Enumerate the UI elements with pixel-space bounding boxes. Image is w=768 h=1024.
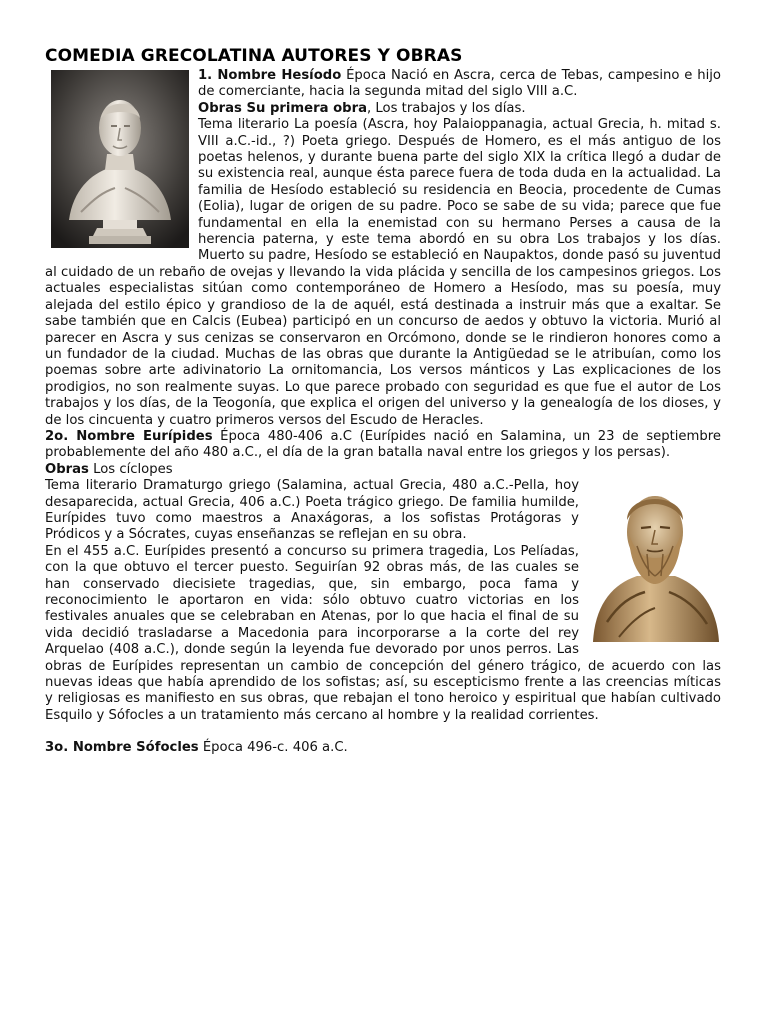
hesiod-works-text: , Los trabajos y los días. [367,100,526,116]
euripides-paragraph: En el 455 a.C. Eurípides presentó a concurso su primera tragedia, Los Pelíadas, con la que obtuvo el tercer puesto. Seguirían 92 obras más, de las cuales se han conservado diecisiete tragedias, que, sin embargo, poca fama y reconocimiento le aportaron en vida: sólo obtuvo cuatro victorias en los festivales anuales que se celebraban en Atenas, por lo que hacia el final de su vida decidió trasladarse a Macedonia para incorporarse a la corte del rey Arquelao (408 a.C.), donde según la leyenda fue devorado por unos perros. Las obras de Eurípides representan un cambio de concepción del género trágico, de acuerdo con las nuevas ideas que había aprendido de los sofistas; así, su escepticismo frente a las creencias míticas y religiosas es manifiesto en sus obras, que rebajan el tono heroico y espiritual que habían cultivado Esquilo y Sófocles a un tratamiento más cercano al hombre y la realidad corrientes. [45,543,721,723]
hesiod-heading: 1. Nombre Hesíodo [198,68,342,83]
euripides-epoch: Época 480-406 a.C (Eurípides nació en Salamina, un 23 de septiembre probablemente del año 480 a.C., el día de la gran batalla naval entre los griegos y los persas). [45,428,721,461]
section-spacer [45,724,721,740]
euripides-works-text: Los cíclopes [88,461,173,477]
hesiod-works-label: Obras Su primera obra [198,100,368,116]
euripides-heading: 2o. Nombre Eurípides [45,428,213,444]
sophocles-epoch: Época 496-c. 406 a.C. [198,740,348,756]
sophocles-heading: 3o. Nombre Sófocles [45,740,199,756]
euripides-literary-theme: Tema literario Dramaturgo griego (Salamina, actual Grecia, 480 a.C.-Pella, hoy desaparecida, actual Grecia, 406 a.C.) Poeta trágico griego. De familia humilde, Eurípides tuvo como maestros a Anaxágoras, a los sofistas Protágoras y Pródicos y a Sócrates, cuyas enseñanzas se reflejan en su obra. [45,478,579,543]
page-title: COMEDIA GRECOLATINA AUTORES Y OBRAS [45,46,463,66]
euripides-works-label: Obras [45,461,89,477]
aristotle-bust-image [589,472,721,642]
document-page [45,44,721,757]
hesiod-bust-image [51,70,189,248]
hesiod-literary-theme: Tema literario La poesía (Ascra, hoy Palaioppanagia, actual Grecia, h. mitad s. VIII a.C.-id., ?) Poeta griego. Después de Homero, es el más antiguo de los poetas helenos, y durante buena parte del siglo XIX la crítica llegó a dudar de su existencia real, aunque ésta parece fuera de toda duda en la actualidad. La familia de Hesíodo estableció su residencia en Beocia, procedente de Cumas (Eolia), lugar de origen de su padre. Poco se sabe de su vida; parece que fue fundamental en ella la enemistad con su hermano Perses a causa de la herencia paterna, y este tema abordó en su obra Los trabajos y los días. Muerto su padre, Hesíodo se estableció en Naupaktos, donde pasó su juventud al cuidado de un rebaño de ovejas y llevando la vida plácida y sencilla de los campesinos griegos. Los actuales especialistas sitúan como contemporáneo de Homero a Hesíodo, mas su poesía, muy alejada del estilo épico y grandioso de la de aquél, está destinada a instruir más que a exaltar. Se sabe también que en Calcis (Eubea) participó en un concurso de aedos y obtuvo la victoria. Murió al parecer en Ascra y sus cenizas se conservaron en Orcómono, donde se le rindieron honores como a un fundador de la ciudad. Muchas de las obras que durante la Antigüedad se le atribuían, como los poemas sobre arte adivinatorio La ornitomancia, Los versos mánticos y Las explicaciones de los prodigios, no son realmente suyas. Lo que parece probado con seguridad es que fue el autor de Los trabajos y los días, de la Teogonía, que explica el origen del universo y la genealogía de los dioses, y de los cincuenta y cuatro primeros versos del Escudo de Heracles. [45,117,721,428]
hesiod-epoch: Época Nació en Ascra, cerca de Tebas, campesino e hijo de comerciante, hacia la segunda mitad del siglo VIII a.C. [198,68,721,100]
